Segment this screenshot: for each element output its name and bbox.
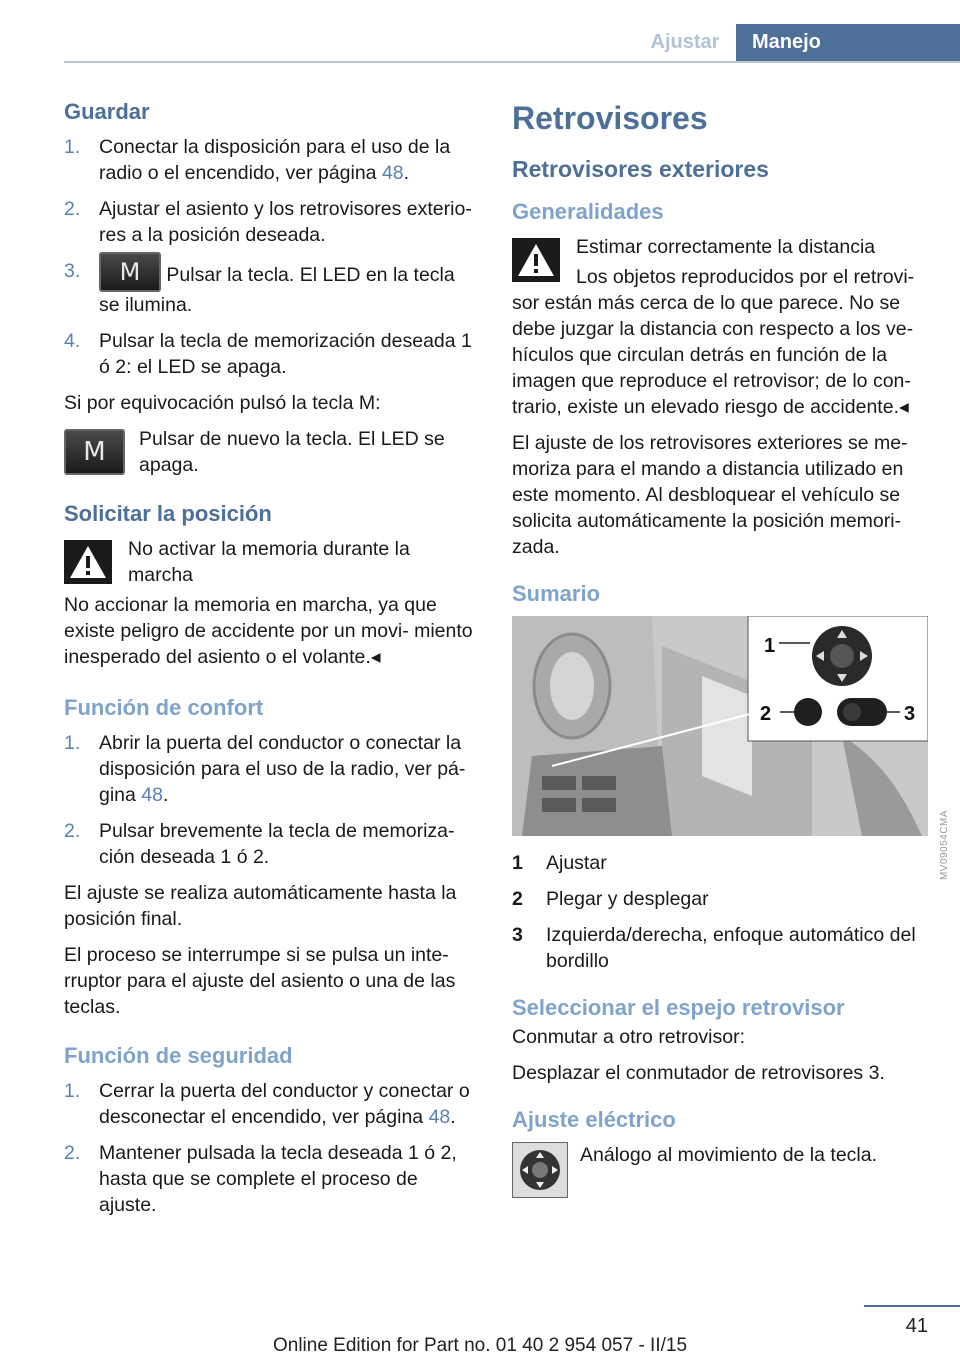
footer-edition: Online Edition for Part no. 01 40 2 954 057 - II/15 — [272, 1335, 688, 1356]
ajuste-row — [512, 1142, 932, 1198]
paragraph: El proceso se interrumpe si se pulsa un inte‐ rruptor para el ajuste del asiento o una de las teclas. — [64, 944, 456, 1018]
list-item — [64, 818, 480, 870]
list-item — [64, 1078, 480, 1130]
heading-seleccionar: Seleccionar el espejo retrovisor — [512, 995, 845, 1020]
legend-text: Ajustar — [546, 852, 607, 874]
warning-title: Estimar correctamente la distancia — [576, 236, 876, 258]
heading-solicitar: Solicitar la posición — [64, 501, 272, 526]
warning-icon — [512, 238, 560, 282]
step-number: 1. — [64, 1080, 81, 1102]
step-text: Pulsar la tecla de memorización deseada 1 ó 2: el LED se apaga. — [99, 330, 472, 378]
heading-ajuste: Ajuste eléctrico — [512, 1107, 676, 1132]
page-number: 41 — [905, 1315, 928, 1337]
heading-generalidades: Generalidades — [512, 199, 664, 224]
list-item — [64, 258, 480, 318]
tab-ajustar[interactable]: Ajustar — [650, 31, 720, 53]
step-text: Abrir la puerta del conductor o conectar la disposición para el uso de la radio, ver pá‐ gina — [99, 732, 466, 806]
warning-block — [512, 234, 932, 420]
step-text: Cerrar la puerta del conductor y conectar o desconectar el encendido, ver página — [99, 1080, 470, 1128]
left-column — [64, 98, 480, 1228]
step-number: 1. — [64, 136, 81, 158]
warning-block — [64, 536, 480, 670]
step-text-end: . — [403, 162, 410, 184]
page-link[interactable]: 48 — [381, 162, 404, 184]
paragraph: El ajuste de los retrovisores exteriores se me‐ moriza para el mando a distancia utilizado en este momento. Al desbloquear el vehículo se solicita automáticamente la posición memori‐ zada. — [512, 432, 908, 558]
figure-label-1: 1 — [764, 635, 776, 657]
list-item — [64, 730, 480, 808]
warning-text: Los objetos reproducidos por el retrovi‐ sor están más cerca de lo que parece. No se debe juzgar la distancia con respecto a los ve‐ hículos que circulan detrás en función de la imagen que reproduce el retrovisor; de lo con‐ trario, existe un elevado riesgo de accidente.◂ — [512, 266, 915, 418]
list-item — [64, 1140, 480, 1218]
paragraph: Conmutar a otro retrovisor: — [512, 1026, 746, 1048]
step-text: Conectar la disposición para el uso de la radio o el encendido, ver página — [99, 136, 451, 184]
heading-confort: Función de confort — [64, 695, 264, 720]
legend-item — [512, 922, 932, 974]
legend-item — [512, 886, 932, 912]
warning-text: No accionar la memoria en marcha, ya que existe peligro de accidente por un movi‐ miento inesperado del asiento o el volante.◂ — [64, 594, 473, 668]
footer-rule — [864, 1305, 960, 1307]
legend-item — [512, 850, 932, 876]
step-number: 2. — [64, 198, 81, 220]
mistake-action — [64, 426, 480, 478]
memory-key-icon: M — [99, 252, 161, 292]
step-text: Pulsar la tecla. El LED en la tecla se ilumina. — [99, 264, 455, 316]
right-column — [512, 98, 932, 1198]
legend-text: Plegar y desplegar — [546, 888, 709, 910]
tab-manejo[interactable]: Manejo — [736, 24, 960, 61]
step-number: 2. — [64, 1142, 81, 1164]
step-text: Ajustar el asiento y los retrovisores exterio‐ res a la posición deseada. — [99, 198, 472, 246]
warning-title: No activar la memoria durante la marcha — [128, 538, 410, 586]
legend-number: 2 — [512, 888, 523, 910]
paragraph: Desplazar el conmutador de retrovisores 3. — [512, 1062, 885, 1084]
page-link[interactable]: 48 — [428, 1106, 451, 1128]
image-code: MV09054CMA — [939, 810, 950, 881]
list-item — [64, 328, 480, 380]
legend-text: Izquierda/derecha, enfoque automático del bordillo — [546, 924, 916, 972]
step-number: 1. — [64, 732, 81, 754]
heading-guardar: Guardar — [64, 99, 150, 124]
warning-icon — [64, 540, 112, 584]
paragraph: El ajuste se realiza automáticamente hasta la posición final. — [64, 882, 457, 930]
list-item — [64, 196, 480, 248]
figure-label-3: 3 — [904, 703, 916, 725]
heading-seguridad: Función de seguridad — [64, 1043, 293, 1068]
figure-label-2: 2 — [760, 703, 772, 725]
step-text-end: . — [163, 784, 169, 806]
step-number: 4. — [64, 330, 81, 352]
step-number: 2. — [64, 820, 81, 842]
step-text-end: . — [450, 1106, 456, 1128]
mirror-controls-figure — [512, 616, 928, 836]
memory-key-icon: M — [64, 429, 125, 475]
step-text: Mantener pulsada la tecla deseada 1 ó 2, hasta que se complete el proceso de ajuste. — [99, 1142, 457, 1216]
heading-sumario: Sumario — [512, 581, 601, 606]
mistake-action-text: Pulsar de nuevo la tecla. El LED se apaga. — [139, 428, 445, 476]
step-text: Pulsar brevemente la tecla de memoriza‐ ción deseada 1 ó 2. — [99, 820, 455, 868]
step-number: 3. — [64, 260, 81, 282]
mirror-joystick-icon — [512, 1142, 568, 1198]
page-title: Retrovisores — [512, 100, 708, 136]
list-item — [64, 134, 480, 186]
mistake-text: Si por equivocación pulsó la tecla M: — [64, 392, 381, 414]
header-rule — [64, 61, 960, 63]
legend-number: 1 — [512, 852, 523, 874]
section-title: Retrovisores exteriores — [512, 156, 769, 182]
ajuste-text: Análogo al movimiento de la tecla. — [580, 1144, 878, 1166]
page-link[interactable]: 48 — [141, 784, 163, 806]
legend-number: 3 — [512, 924, 523, 946]
